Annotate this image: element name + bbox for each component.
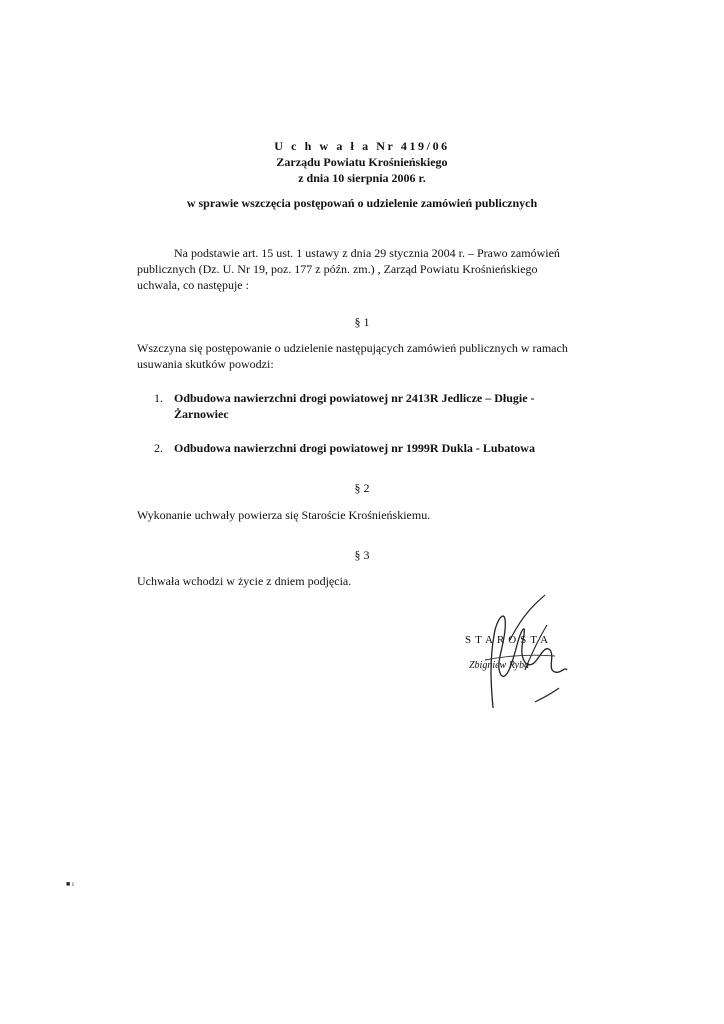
section-1-heading: § 1 — [354, 315, 370, 329]
board-name: Zarządu Powiatu Krośnieńskiego — [276, 155, 448, 169]
list-item-number: 2. — [154, 441, 163, 455]
list-item-number: 1. — [154, 391, 163, 405]
section-3-heading: § 3 — [354, 548, 370, 562]
intro-line-1: Na podstawie art. 15 ust. 1 ustawy z dnia 29 stycznia 2004 r. – Prawo zamówień — [174, 246, 560, 260]
section-2-heading: § 2 — [354, 481, 370, 495]
section-1-line-1: Wszczyna się postępowanie o udzielenie następujących zamówień publicznych w ramach — [137, 341, 568, 355]
handwritten-signature — [455, 590, 585, 715]
resolution-title: U c h w a ł a Nr 419/06 — [274, 139, 450, 153]
signature-block — [455, 590, 585, 715]
signature-name: Zbigniew Ryba — [469, 660, 530, 671]
list-item-text: Odbudowa nawierzchni drogi powiatowej nr 1999R Dukla - Lubatowa — [174, 441, 535, 455]
scan-mark: ■ ı — [66, 880, 74, 888]
list-item-text-continued: Żarnowiec — [174, 407, 229, 421]
intro-line-2: publicznych (Dz. U. Nr 19, poz. 177 z późn. zm.) , Zarząd Powiatu Krośnieńskiego — [137, 262, 538, 276]
section-2-text: Wykonanie uchwały powierza się Staroście Krośnieńskiemu. — [137, 508, 431, 522]
section-3-text: Uchwała wchodzi w życie z dniem podjęcia. — [137, 574, 352, 588]
resolution-date: z dnia 10 sierpnia 2006 r. — [298, 171, 426, 185]
section-1-line-2: usuwania skutków powodzi: — [137, 357, 274, 371]
resolution-subject: w sprawie wszczęcia postępowań o udzielenie zamówień publicznych — [186, 196, 538, 210]
intro-line-3: uchwala, co następuje : — [137, 278, 249, 292]
signature-title: STAROSTA — [465, 634, 553, 646]
list-item-text: Odbudowa nawierzchni drogi powiatowej nr 2413R Jedlicze – Długie - — [174, 391, 535, 405]
